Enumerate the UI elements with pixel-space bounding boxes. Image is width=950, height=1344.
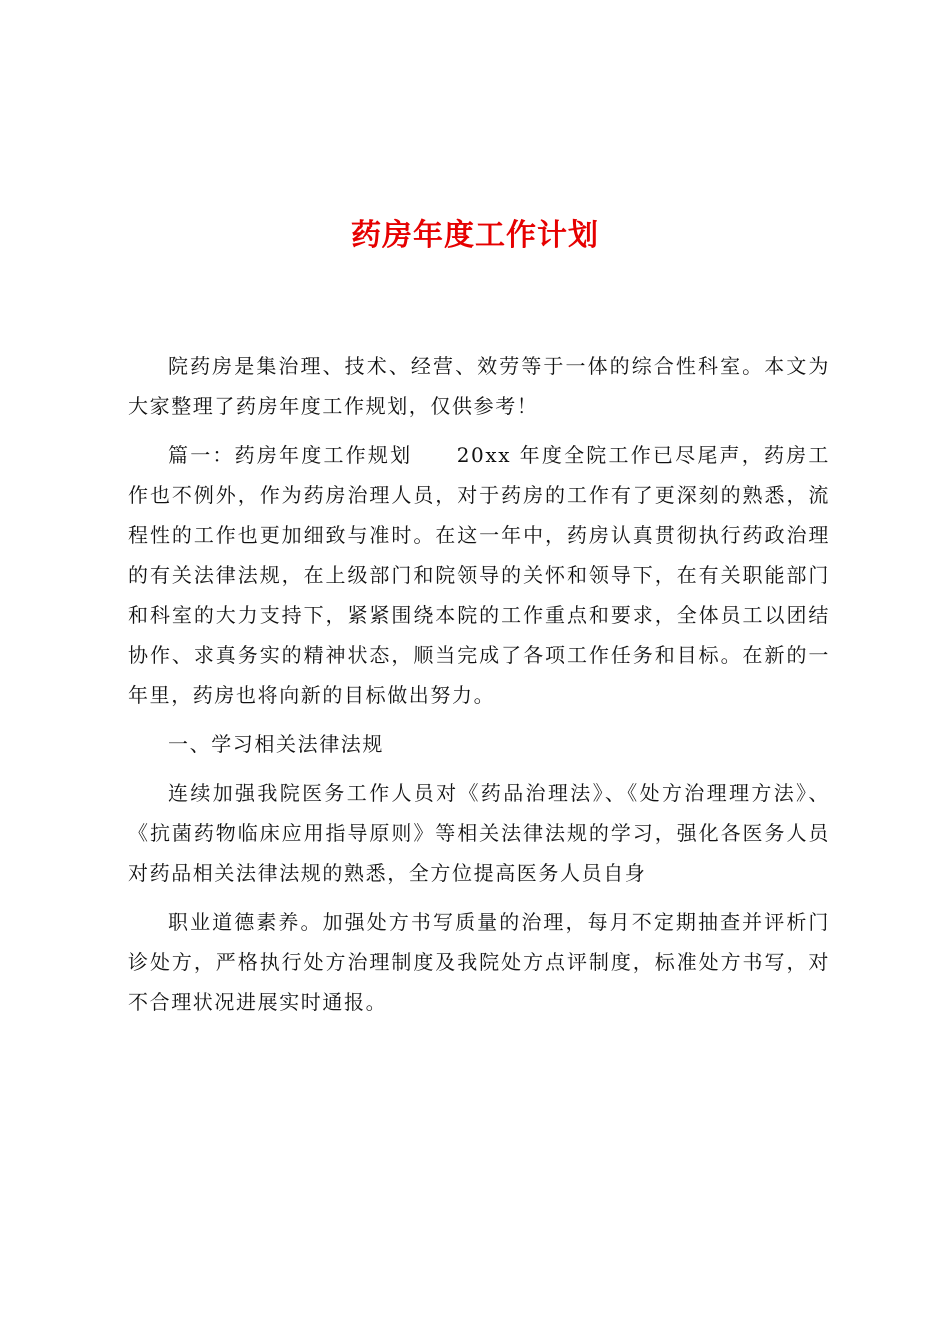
paragraph-laws-study: 连续加强我院医务工作人员对《药品治理法》、《处方治理理方法》、《抗菌药物临床应用指导原则》等相关法律法规的学习，强化各医务人员对药品相关法律法规的熟悉，全方位提高医务人员自身 [128,781,830,885]
document-body [128,346,830,1022]
paragraph-prescription-management: 职业道德素养。加强处方书写质量的治理，每月不定期抽查并评析门诊处方，严格执行处方治理制度及我院处方点评制度，标准处方书写，对不合理状况进展实时通报。 [128,910,830,1014]
paragraph-part-one: 篇一：药房年度工作规划 20xx 年度全院工作已尽尾声，药房工作也不例外，作为药房治理人员，对于药房的工作有了更深刻的熟悉，流程性的工作也更加细致与准时。在这一年中，药房认真贯彻执行药政治理的有关法律法规，在上级部门和院领导的关怀和领导下，在有关职能部门和科室的大力支持下，紧紧围绕本院的工作重点和要求，全体员工以团结协作、求真务实的精神状态，顺当完成了各项工作任务和目标。在新的一年里，药房也将向新的目标做出努力。 [128,443,830,707]
paragraph-intro: 院药房是集治理、技术、经营、效劳等于一体的综合性科室。本文为大家整理了药房年度工作规划，仅供参考！ [128,354,830,418]
section-heading: 一、学习相关法律法规 [168,732,384,756]
document-title: 药房年度工作计划 [351,218,599,253]
